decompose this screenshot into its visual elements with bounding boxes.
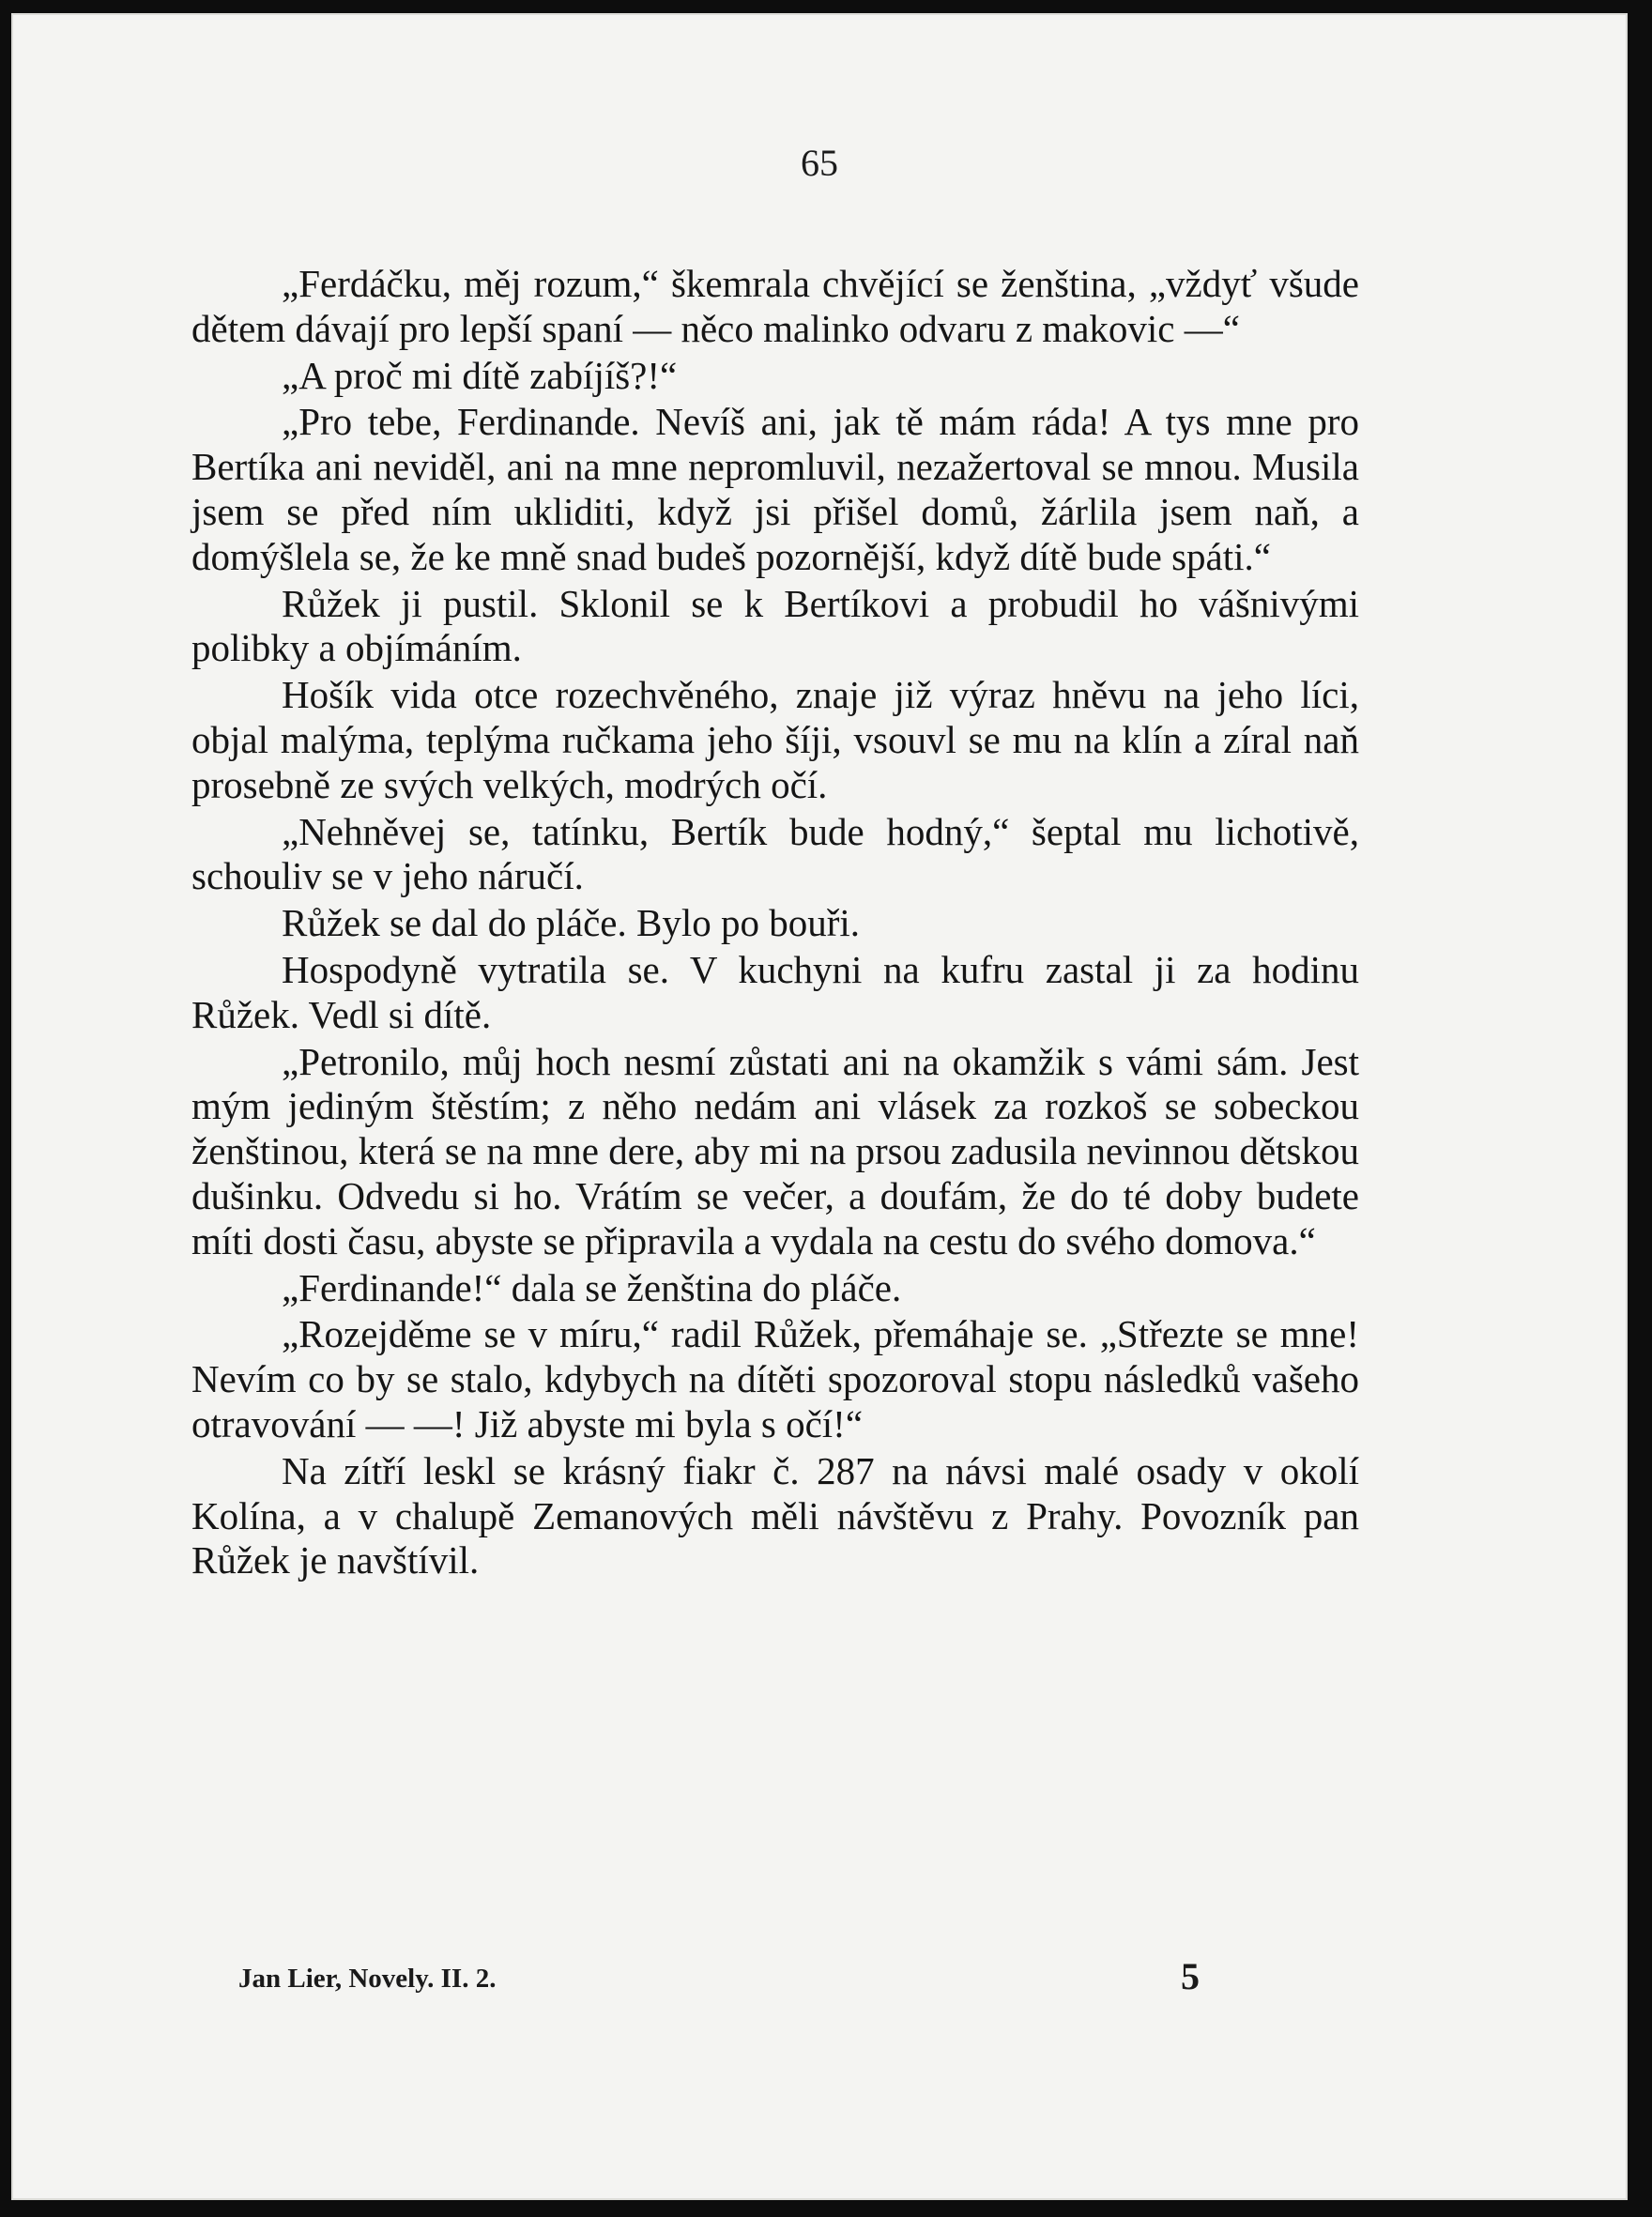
footer-signature: Jan Lier, Novely. II. 2. <box>238 1964 497 1994</box>
paragraph: „Pro tebe, Ferdinande. Nevíš ani, jak tě mám ráda! A tys mne pro Bertíka ani neviděl, ani na mne nepromluvil, nezažertoval se mnou. Musila jsem se před ním ukliditi, když jsi přišel domů, žárlila jsem naň, a domýšlela se, že ke mně snad budeš pozornější, když dítě bude spáti.“ <box>191 400 1359 578</box>
paragraph: Na zítří leskl se krásný fiakr č. 287 na návsi malé osady v okolí Kolína, a v chalupě Zemanových měli návštěvu z Prahy. Povozník pan Růžek je navštívil. <box>191 1448 1359 1582</box>
body-text <box>191 262 1359 1583</box>
paragraph: Hospodyně vytratila se. V kuchyni na kufru zastal ji za hodinu Růžek. Vedl si dítě. <box>191 947 1359 1036</box>
paragraph: „Ferdinande!“ dala se ženština do pláče. <box>282 1265 902 1309</box>
paragraph: „A proč mi dítě zabíjíš?!“ <box>282 353 678 397</box>
paragraph: „Ferdáčku, měj rozum,“ škemrala chvějící se ženština, „vždyť všude dětem dávají pro lepší spaní — něco malinko odvaru z makovic —“ <box>191 262 1359 350</box>
paragraph: Růžek ji pustil. Sklonil se k Bertíkovi a probudil ho vášnivými polibky a objímáním. <box>191 581 1359 670</box>
page-footer <box>238 1954 1200 2001</box>
book-page <box>11 13 1628 2200</box>
paragraph: „Rozejděme se v míru,“ radil Růžek, přemáhaje se. „Střezte se mne! Nevím co by se stalo, kdybych na dítěti spozoroval stopu následků vašeho otravování — —! Již abyste mi byla s očí!“ <box>191 1312 1359 1445</box>
page-number: 65 <box>801 142 838 184</box>
paragraph: „Nehněvej se, tatínku, Bertík bude hodný,“ šeptal mu lichotivě, schouliv se v jeho náručí. <box>191 809 1359 898</box>
paragraph: „Petronilo, můj hoch nesmí zůstati ani na okamžik s vámi sám. Jest mým jediným štěstím; z něho nedám ani vlásek za rozkoš se sobeckou ženštinou, která se na mne dere, aby mi na prsou zadusila nevinnou dětskou dušinku. Odvedu si ho. Vrátím se večer, a doufám, že do té doby budete míti dosti času, abyste se připravila a vydala na cestu do svého domova.“ <box>191 1039 1359 1262</box>
paragraph: Hošík vida otce rozechvěného, znaje již výraz hněvu na jeho líci, objal malýma, teplýma ručkama jeho šíji, vsouvl se mu na klín a zíral naň prosebně ze svých velkých, modrých očí. <box>191 673 1359 806</box>
paragraph: Růžek se dal do pláče. Bylo po bouři. <box>282 901 861 945</box>
sheet-mark: 5 <box>1181 1955 1200 1997</box>
